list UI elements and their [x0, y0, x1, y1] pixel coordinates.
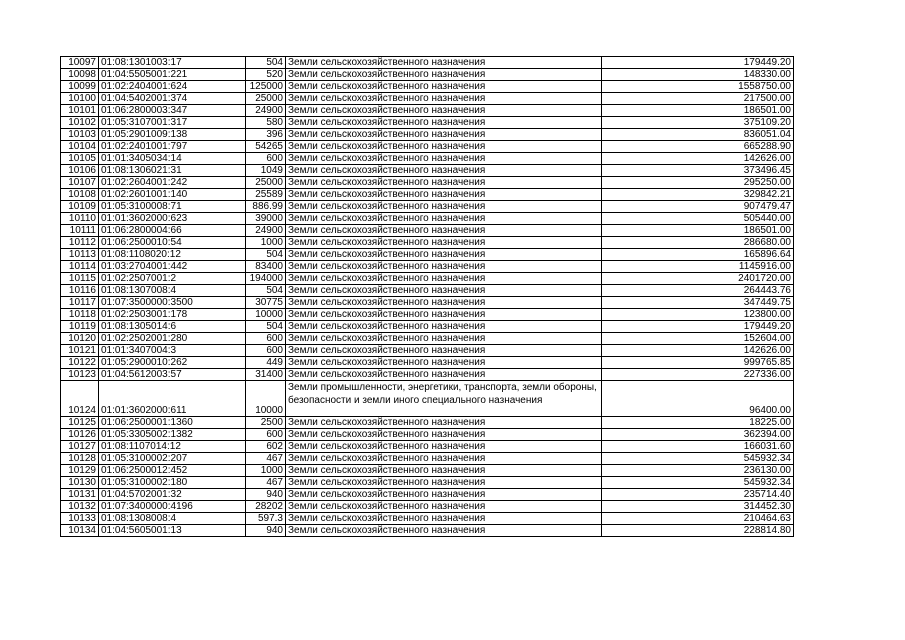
table-row — [61, 285, 794, 297]
table-row — [61, 345, 794, 357]
cell-land-category: Земли сельскохозяйственного назначения — [286, 249, 602, 261]
cell-id: 10110 — [61, 213, 99, 225]
cell-id: 10112 — [61, 237, 99, 249]
cell-value: 314452.30 — [602, 501, 794, 513]
cell-value: 227336.00 — [602, 369, 794, 381]
cell-value: 142626.00 — [602, 153, 794, 165]
cell-cadastral-number: 01:07:3500000:3500 — [99, 297, 246, 309]
cell-cadastral-number: 01:08:1305014:6 — [99, 321, 246, 333]
cell-value: 1558750.00 — [602, 81, 794, 93]
cell-area: 1000 — [246, 465, 286, 477]
cell-cadastral-number: 01:01:3405034:14 — [99, 153, 246, 165]
cell-cadastral-number: 01:08:1307008:4 — [99, 285, 246, 297]
cell-land-category: Земли сельскохозяйственного назначения — [286, 189, 602, 201]
cell-area: 25000 — [246, 177, 286, 189]
cell-land-category: Земли сельскохозяйственного назначения — [286, 465, 602, 477]
table-row — [61, 477, 794, 489]
cell-land-category: Земли сельскохозяйственного назначения — [286, 177, 602, 189]
cell-area: 396 — [246, 129, 286, 141]
cell-cadastral-number: 01:05:3100002:207 — [99, 453, 246, 465]
cell-id: 10104 — [61, 141, 99, 153]
table-row — [61, 165, 794, 177]
cell-cadastral-number: 01:02:2502001:280 — [99, 333, 246, 345]
cell-cadastral-number: 01:06:2500010:54 — [99, 237, 246, 249]
cell-land-category: Земли сельскохозяйственного назначения — [286, 345, 602, 357]
cell-land-category: Земли сельскохозяйственного назначения — [286, 57, 602, 69]
cell-land-category: Земли сельскохозяйственного назначения — [286, 141, 602, 153]
cell-cadastral-number: 01:06:2500001:1360 — [99, 417, 246, 429]
cell-value: 329842.21 — [602, 189, 794, 201]
cell-area: 504 — [246, 285, 286, 297]
table-row — [61, 453, 794, 465]
cell-cadastral-number: 01:08:1107014:12 — [99, 441, 246, 453]
table-row — [61, 321, 794, 333]
table-row — [61, 225, 794, 237]
cell-area: 886.99 — [246, 201, 286, 213]
cell-land-category: Земли сельскохозяйственного назначения — [286, 369, 602, 381]
cell-land-category: Земли сельскохозяйственного назначения — [286, 285, 602, 297]
cell-cadastral-number: 01:04:5605001:13 — [99, 525, 246, 537]
cell-land-category: Земли сельскохозяйственного назначения — [286, 333, 602, 345]
table-row — [61, 417, 794, 429]
cell-land-category: Земли промышленности, энергетики, транспорта, земли обороны, безопасности и земли иного специального назначения — [286, 381, 602, 417]
cell-value: 836051.04 — [602, 129, 794, 141]
cell-cadastral-number: 01:08:1108020:12 — [99, 249, 246, 261]
cell-cadastral-number: 01:06:2500012:452 — [99, 465, 246, 477]
cell-id: 10113 — [61, 249, 99, 261]
cell-value: 347449.75 — [602, 297, 794, 309]
cell-area: 600 — [246, 153, 286, 165]
cell-land-category: Земли сельскохозяйственного назначения — [286, 297, 602, 309]
cell-value: 286680.00 — [602, 237, 794, 249]
cell-cadastral-number: 01:06:2800004:66 — [99, 225, 246, 237]
cell-cadastral-number: 01:07:3400000:4196 — [99, 501, 246, 513]
cell-id: 10109 — [61, 201, 99, 213]
cell-cadastral-number: 01:03:2704001:442 — [99, 261, 246, 273]
cell-land-category: Земли сельскохозяйственного назначения — [286, 477, 602, 489]
cell-land-category: Земли сельскохозяйственного назначения — [286, 237, 602, 249]
cell-cadastral-number: 01:02:2404001:624 — [99, 81, 246, 93]
cell-id: 10131 — [61, 489, 99, 501]
cell-cadastral-number: 01:01:3602000:611 — [99, 381, 246, 417]
cell-id: 10115 — [61, 273, 99, 285]
table-row — [61, 297, 794, 309]
table-row — [61, 237, 794, 249]
cell-id: 10132 — [61, 501, 99, 513]
table-row — [61, 153, 794, 165]
cell-id: 10103 — [61, 129, 99, 141]
table-row — [61, 201, 794, 213]
cell-area: 580 — [246, 117, 286, 129]
table-row — [61, 81, 794, 93]
cell-value: 142626.00 — [602, 345, 794, 357]
table-row — [61, 117, 794, 129]
cell-cadastral-number: 01:05:3107001:317 — [99, 117, 246, 129]
cell-area: 1000 — [246, 237, 286, 249]
table-row — [61, 105, 794, 117]
cell-id: 10134 — [61, 525, 99, 537]
cell-area: 24900 — [246, 225, 286, 237]
cell-cadastral-number: 01:05:2900010:262 — [99, 357, 246, 369]
cell-value: 217500.00 — [602, 93, 794, 105]
cell-area: 504 — [246, 57, 286, 69]
cell-id: 10130 — [61, 477, 99, 489]
cell-value: 999765.85 — [602, 357, 794, 369]
cell-id: 10119 — [61, 321, 99, 333]
cell-value: 166031.60 — [602, 441, 794, 453]
cell-id: 10118 — [61, 309, 99, 321]
table-row — [61, 309, 794, 321]
table-row — [61, 465, 794, 477]
cell-area: 449 — [246, 357, 286, 369]
cell-id: 10111 — [61, 225, 99, 237]
cell-value: 165896.64 — [602, 249, 794, 261]
cell-id: 10121 — [61, 345, 99, 357]
cell-cadastral-number: 01:04:5612003:57 — [99, 369, 246, 381]
cell-id: 10117 — [61, 297, 99, 309]
cell-area: 504 — [246, 321, 286, 333]
table-row — [61, 57, 794, 69]
cell-cadastral-number: 01:04:5402001:374 — [99, 93, 246, 105]
cell-area: 2500 — [246, 417, 286, 429]
cell-value: 373496.45 — [602, 165, 794, 177]
cell-cadastral-number: 01:01:3602000:623 — [99, 213, 246, 225]
cell-land-category: Земли сельскохозяйственного назначения — [286, 489, 602, 501]
cell-area: 10000 — [246, 381, 286, 417]
cell-value: 228814.80 — [602, 525, 794, 537]
cell-area: 30775 — [246, 297, 286, 309]
cell-id: 10122 — [61, 357, 99, 369]
cell-value: 186501.00 — [602, 105, 794, 117]
cell-land-category: Земли сельскохозяйственного назначения — [286, 105, 602, 117]
cell-id: 10106 — [61, 165, 99, 177]
cell-area: 194000 — [246, 273, 286, 285]
cell-cadastral-number: 01:04:5702001:32 — [99, 489, 246, 501]
cell-value: 264443.76 — [602, 285, 794, 297]
cell-value: 148330.00 — [602, 69, 794, 81]
cell-cadastral-number: 01:08:1306021:31 — [99, 165, 246, 177]
cell-area: 600 — [246, 429, 286, 441]
cell-area: 600 — [246, 345, 286, 357]
cell-land-category: Земли сельскохозяйственного назначения — [286, 225, 602, 237]
table-row — [61, 357, 794, 369]
cell-cadastral-number: 01:02:2507001:2 — [99, 273, 246, 285]
table-body — [61, 57, 794, 537]
cell-cadastral-number: 01:05:3305002:1382 — [99, 429, 246, 441]
cell-land-category: Земли сельскохозяйственного назначения — [286, 441, 602, 453]
cell-land-category: Земли сельскохозяйственного назначения — [286, 513, 602, 525]
cell-value: 152604.00 — [602, 333, 794, 345]
cell-area: 940 — [246, 489, 286, 501]
cell-value: 123800.00 — [602, 309, 794, 321]
cell-land-category: Земли сельскохозяйственного назначения — [286, 69, 602, 81]
cell-value: 505440.00 — [602, 213, 794, 225]
table-row — [61, 333, 794, 345]
table-row — [61, 441, 794, 453]
cell-cadastral-number: 01:08:1308008:4 — [99, 513, 246, 525]
table-row — [61, 513, 794, 525]
cell-cadastral-number: 01:02:2503001:178 — [99, 309, 246, 321]
table-row — [61, 213, 794, 225]
cell-land-category: Земли сельскохозяйственного назначения — [286, 309, 602, 321]
cell-id: 10100 — [61, 93, 99, 105]
cell-cadastral-number: 01:04:5505001:221 — [99, 69, 246, 81]
table-row — [61, 501, 794, 513]
cell-value: 295250.00 — [602, 177, 794, 189]
cell-cadastral-number: 01:05:3100002:180 — [99, 477, 246, 489]
cell-area: 125000 — [246, 81, 286, 93]
cell-land-category: Земли сельскохозяйственного назначения — [286, 273, 602, 285]
cell-land-category: Земли сельскохозяйственного назначения — [286, 321, 602, 333]
cell-id: 10123 — [61, 369, 99, 381]
cell-value: 96400.00 — [602, 381, 794, 417]
cell-area: 467 — [246, 453, 286, 465]
cell-value: 2401720.00 — [602, 273, 794, 285]
cell-value: 545932.34 — [602, 477, 794, 489]
cell-area: 520 — [246, 69, 286, 81]
cell-value: 545932.34 — [602, 453, 794, 465]
table-row — [61, 369, 794, 381]
cell-area: 467 — [246, 477, 286, 489]
cell-id: 10126 — [61, 429, 99, 441]
cell-land-category: Земли сельскохозяйственного назначения — [286, 201, 602, 213]
cell-value: 235714.40 — [602, 489, 794, 501]
table-row — [61, 189, 794, 201]
cell-area: 602 — [246, 441, 286, 453]
cell-area: 1049 — [246, 165, 286, 177]
cell-land-category: Земли сельскохозяйственного назначения — [286, 93, 602, 105]
cell-value: 179449.20 — [602, 57, 794, 69]
cell-land-category: Земли сельскохозяйственного назначения — [286, 417, 602, 429]
table-row — [61, 129, 794, 141]
cell-value: 236130.00 — [602, 465, 794, 477]
cell-value: 179449.20 — [602, 321, 794, 333]
cell-land-category: Земли сельскохозяйственного назначения — [286, 213, 602, 225]
table-row — [61, 261, 794, 273]
table-row — [61, 141, 794, 153]
table-row — [61, 273, 794, 285]
table-row — [61, 93, 794, 105]
cell-cadastral-number: 01:02:2601001:140 — [99, 189, 246, 201]
cell-id: 10124 — [61, 381, 99, 417]
cell-cadastral-number: 01:05:3100008:71 — [99, 201, 246, 213]
cell-area: 25000 — [246, 93, 286, 105]
cell-area: 24900 — [246, 105, 286, 117]
cell-id: 10099 — [61, 81, 99, 93]
cell-area: 39000 — [246, 213, 286, 225]
cell-id: 10128 — [61, 453, 99, 465]
cell-value: 186501.00 — [602, 225, 794, 237]
cell-value: 210464.63 — [602, 513, 794, 525]
cell-land-category: Земли сельскохозяйственного назначения — [286, 429, 602, 441]
land-registry-table — [60, 56, 794, 537]
cell-id: 10102 — [61, 117, 99, 129]
cell-area: 600 — [246, 333, 286, 345]
cell-land-category: Земли сельскохозяйственного назначения — [286, 165, 602, 177]
cell-id: 10120 — [61, 333, 99, 345]
cell-area: 83400 — [246, 261, 286, 273]
cell-land-category: Земли сельскохозяйственного назначения — [286, 525, 602, 537]
cell-value: 375109.20 — [602, 117, 794, 129]
cell-land-category: Земли сельскохозяйственного назначения — [286, 129, 602, 141]
cell-land-category: Земли сельскохозяйственного назначения — [286, 501, 602, 513]
cell-cadastral-number: 01:02:2401001:797 — [99, 141, 246, 153]
cell-value: 665288.90 — [602, 141, 794, 153]
cell-area: 940 — [246, 525, 286, 537]
cell-id: 10105 — [61, 153, 99, 165]
table-row — [61, 429, 794, 441]
cell-cadastral-number: 01:06:2800003:347 — [99, 105, 246, 117]
cell-area: 25589 — [246, 189, 286, 201]
cell-land-category: Земли сельскохозяйственного назначения — [286, 357, 602, 369]
cell-id: 10114 — [61, 261, 99, 273]
cell-area: 504 — [246, 249, 286, 261]
cell-area: 10000 — [246, 309, 286, 321]
table-row — [61, 177, 794, 189]
cell-value: 1145916.00 — [602, 261, 794, 273]
cell-cadastral-number: 01:05:2901009:138 — [99, 129, 246, 141]
cell-land-category: Земли сельскохозяйственного назначения — [286, 453, 602, 465]
table-row — [61, 525, 794, 537]
cell-id: 10108 — [61, 189, 99, 201]
cell-id: 10098 — [61, 69, 99, 81]
table-row — [61, 249, 794, 261]
cell-id: 10116 — [61, 285, 99, 297]
cell-area: 597.3 — [246, 513, 286, 525]
cell-cadastral-number: 01:08:1301003:17 — [99, 57, 246, 69]
cell-id: 10127 — [61, 441, 99, 453]
cell-id: 10107 — [61, 177, 99, 189]
table-row — [61, 69, 794, 81]
cell-id: 10129 — [61, 465, 99, 477]
table-row — [61, 489, 794, 501]
cell-value: 907479.47 — [602, 201, 794, 213]
cell-cadastral-number: 01:01:3407004:3 — [99, 345, 246, 357]
cell-land-category: Земли сельскохозяйственного назначения — [286, 261, 602, 273]
cell-area: 31400 — [246, 369, 286, 381]
table-row — [61, 381, 794, 417]
cell-value: 18225.00 — [602, 417, 794, 429]
cell-cadastral-number: 01:02:2604001:242 — [99, 177, 246, 189]
cell-id: 10101 — [61, 105, 99, 117]
cell-land-category: Земли сельскохозяйственного назначения — [286, 153, 602, 165]
cell-id: 10125 — [61, 417, 99, 429]
cell-area: 54265 — [246, 141, 286, 153]
cell-land-category: Земли сельскохозяйственного назначения — [286, 81, 602, 93]
cell-id: 10097 — [61, 57, 99, 69]
cell-area: 28202 — [246, 501, 286, 513]
cell-value: 362394.00 — [602, 429, 794, 441]
cell-land-category: Земли сельскохозяйственного назначения — [286, 117, 602, 129]
cell-id: 10133 — [61, 513, 99, 525]
